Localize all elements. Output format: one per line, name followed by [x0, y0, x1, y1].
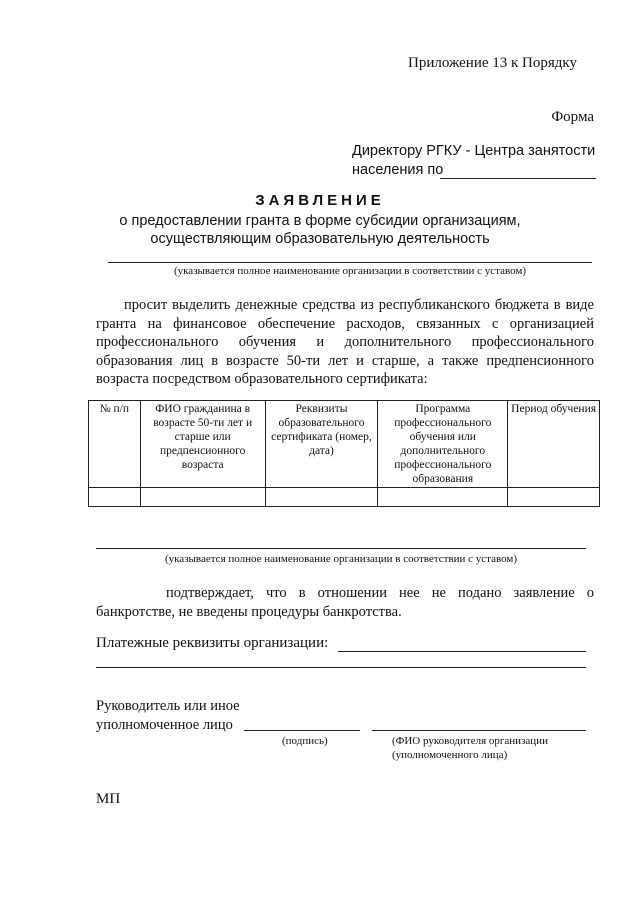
payment-details-blank-line-2 — [96, 667, 586, 668]
signature-hint: (подпись) — [282, 735, 328, 747]
signatory-label-line-2: уполномоченное лицо — [96, 717, 233, 733]
signatory-name-hint-line-2: (уполномоченного лица) — [392, 749, 508, 761]
table-header-row — [89, 401, 600, 488]
header-cell-period: Период обучения — [508, 401, 600, 488]
request-paragraph: просит выделить денежные средства из республиканского бюджета в виде гранта на финансовое обеспечение расходов, связанных с организацией профессионального обучения и дополнительного профессионального образования лиц в возрасте 50-ти лет и старше, а также предпенсионного возраста посредством образовательного сертификата: — [96, 297, 594, 387]
students-table — [88, 400, 600, 507]
signatory-name-blank-line — [372, 730, 586, 731]
subtitle-line-1: о предоставлении гранта в форме субсидии организациям, — [119, 213, 521, 229]
signature-blank-line — [244, 730, 360, 731]
addressee-line-2: населения по — [352, 162, 444, 178]
payment-details-label: Платежные реквизиты организации: — [96, 635, 329, 651]
confirmation-paragraph: подтверждает, что в отношении нее не подано заявление о банкротстве, не введены процедуры банкротства. — [96, 585, 594, 620]
organization-name-blank-line — [108, 262, 592, 263]
signatory-name-hint-line-1: (ФИО руководителя организации — [392, 735, 548, 747]
addressee-blank-line — [440, 178, 596, 179]
table-cell — [378, 488, 508, 507]
header-cell-fio: ФИО гражданина в возрасте 50-ти лет и старше или предпенсионного возраста — [140, 401, 265, 488]
document-title: ЗАЯВЛЕНИЕ — [255, 192, 385, 209]
table-cell — [508, 488, 600, 507]
document-subtitle — [0, 212, 640, 248]
header-cell-certificate: Реквизиты образовательного сертификата (номер, дата) — [265, 401, 378, 488]
stamp-place-label: МП — [96, 791, 121, 807]
payment-details-blank-line-1 — [338, 651, 586, 652]
organization-name-blank-line-2 — [96, 548, 586, 549]
table-cell — [265, 488, 378, 507]
organization-name-hint: (указывается полное наименование организации в соответствии с уставом) — [173, 265, 527, 277]
signatory-label — [96, 697, 240, 735]
signatory-name-hint — [392, 734, 548, 762]
table-row — [89, 488, 600, 507]
subtitle-line-2: осуществляющим образовательную деятельность — [150, 231, 490, 247]
signatory-label-line-1: Руководитель или иное — [96, 698, 240, 714]
appendix-reference: Приложение 13 к Порядку — [408, 55, 577, 71]
header-cell-program: Программа профессионального обучения или дополнительного профессионального образования — [378, 401, 508, 488]
addressee-block — [352, 142, 595, 180]
organization-name-hint-2: (указывается полное наименование организации в соответствии с уставом) — [164, 553, 518, 565]
addressee-line-1: Директору РГКУ - Центра занятости — [352, 143, 596, 159]
table-cell — [140, 488, 265, 507]
header-cell-number: № п/п — [89, 401, 141, 488]
table-cell — [89, 488, 141, 507]
form-label: Форма — [551, 109, 594, 125]
